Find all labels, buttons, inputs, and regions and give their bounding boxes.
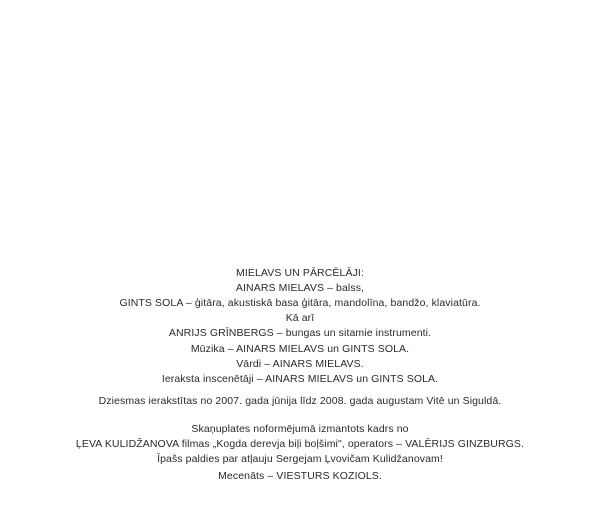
member-line: AINARS MIELAVS – balss,: [235, 282, 365, 294]
recording-line: Dziesmas ierakstītas no 2007. gada jūnija līdz 2008. gada augustam Vitē un Siguldā.: [98, 395, 502, 407]
band-title: MIELAVS UN PĀRCĒLĀJI:: [236, 267, 364, 279]
member-line: GINTS SOLA – ģitāra, akustiskā basa ģitāra, mandolīna, bandžo, klaviatūra.: [119, 297, 481, 309]
band-lineup: [0, 266, 600, 341]
sponsor-credit: [0, 469, 600, 484]
member-line: Kā arī: [285, 312, 315, 324]
lyrics-credit: Vārdi – AINARS MIELAVS.: [236, 358, 364, 370]
sponsor-line: Mecenāts – VIESTURS KOZIOLS.: [218, 470, 382, 482]
recording-info: [0, 394, 600, 409]
authors-credits: [0, 342, 600, 387]
music-credit: Mūzika – AINARS MIELAVS un GINTS SOLA.: [190, 343, 410, 355]
staging-credit: Ieraksta inscenētāji – AINARS MIELAVS un GINTS SOLA.: [161, 373, 439, 385]
thanks-line: Īpašs paldies par atļauju Sergejam Ļvovičam Kulidžanovam!: [157, 453, 443, 465]
design-line: ĻEVA KULIDŽANOVA filmas „Kogda derevja biļi boļšimi", operators – VALĒRIJS GINZBURGS.: [75, 438, 525, 450]
design-credits: [0, 422, 600, 467]
member-line: ANRIJS GRĪNBERGS – bungas un sitamie instrumenti.: [168, 327, 432, 339]
design-line: Skaņuplates noformējumā izmantots kadrs no: [191, 423, 409, 435]
